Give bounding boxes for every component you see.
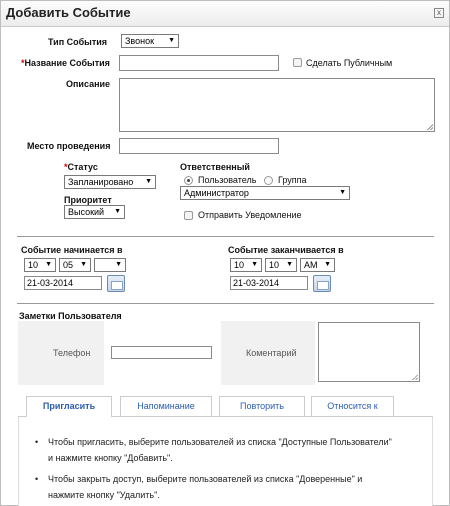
status-label	[64, 162, 98, 172]
description-label: Описание	[66, 79, 111, 89]
end-minute-value: 10	[269, 260, 280, 270]
public-label: Сделать Публичным	[306, 58, 393, 68]
notes-title: Заметки Пользователя	[19, 311, 122, 321]
tab-repeat[interactable]: Повторить	[219, 396, 305, 416]
calendar-icon[interactable]	[107, 275, 125, 292]
priority-select[interactable]	[64, 205, 125, 219]
required-mark: *	[21, 58, 25, 68]
chevron-down-icon: ▼	[114, 208, 121, 215]
status-label-text: Статус	[67, 162, 98, 172]
event-name-input[interactable]	[119, 55, 279, 71]
status-select[interactable]	[64, 175, 156, 189]
location-label: Место проведения	[27, 141, 111, 151]
responsible-label: Ответственный	[180, 162, 250, 172]
invite-instruction-1b: и нажмите кнопку "Добавить".	[48, 453, 173, 463]
start-date-input[interactable]: 21-03-2014	[24, 276, 102, 290]
notify-label: Отправить Уведомление	[198, 210, 302, 220]
public-checkbox[interactable]	[293, 58, 302, 67]
chevron-down-icon: ▼	[339, 189, 346, 196]
required-mark: *	[64, 162, 68, 172]
end-ampm-select[interactable]	[300, 258, 335, 272]
chevron-down-icon: ▼	[251, 261, 258, 268]
priority-label: Приоритет	[64, 195, 112, 205]
phone-label: Телефон	[53, 348, 91, 358]
chevron-down-icon: ▼	[145, 178, 152, 185]
end-ampm-value: AM	[304, 260, 318, 270]
radio-group[interactable]	[264, 176, 273, 185]
divider	[17, 303, 434, 304]
resize-grip-icon[interactable]	[412, 374, 418, 380]
divider	[17, 236, 434, 237]
status-value: Запланировано	[68, 177, 134, 187]
location-input[interactable]	[119, 138, 279, 154]
event-type-label: Тип События	[48, 37, 108, 47]
start-label: Событие начинается в	[21, 245, 123, 255]
invite-instruction-1a: Чтобы пригласить, выберите пользователей из списка "Доступные Пользователи"	[48, 437, 392, 447]
comment-textarea[interactable]	[318, 322, 420, 382]
start-hour-value: 10	[28, 260, 39, 270]
event-type-value: Звонок	[125, 36, 155, 46]
event-name-label-text: Название События	[24, 58, 110, 68]
tab-related[interactable]: Относится к	[311, 396, 394, 416]
invite-instruction-1	[48, 434, 428, 466]
chevron-down-icon: ▼	[115, 261, 122, 268]
responsible-select[interactable]	[180, 186, 350, 200]
dialog-titlebar	[1, 1, 449, 27]
responsible-value: Администратор	[184, 188, 249, 198]
priority-value: Высокий	[68, 207, 105, 217]
phone-input[interactable]	[111, 346, 212, 359]
chevron-down-icon: ▼	[324, 261, 331, 268]
end-hour-select[interactable]	[230, 258, 262, 272]
invite-instruction-2b: нажмите кнопку "Удалить".	[48, 490, 160, 500]
resize-grip-icon[interactable]	[427, 124, 433, 130]
end-minute-select[interactable]	[265, 258, 297, 272]
chevron-down-icon: ▼	[286, 261, 293, 268]
start-minute-select[interactable]	[59, 258, 91, 272]
start-minute-value: 05	[63, 260, 74, 270]
calendar-icon[interactable]	[313, 275, 331, 292]
tab-invite[interactable]: Пригласить	[26, 396, 112, 417]
invite-instruction-2a: Чтобы закрыть доступ, выберите пользователей из списка "Доверенные" и	[48, 474, 363, 484]
end-label: Событие заканчивается в	[228, 245, 344, 255]
start-ampm-select[interactable]	[94, 258, 126, 272]
radio-group-label: Группа	[278, 175, 307, 185]
notify-checkbox[interactable]	[184, 211, 193, 220]
invite-instruction-2	[48, 471, 428, 503]
tab-reminder[interactable]: Напоминание	[120, 396, 212, 416]
comment-label: Коментарий	[246, 348, 297, 358]
event-type-select[interactable]	[121, 34, 179, 48]
event-name-label	[21, 58, 110, 68]
radio-user[interactable]	[184, 176, 193, 185]
end-hour-value: 10	[234, 260, 245, 270]
end-date-input[interactable]: 21-03-2014	[230, 276, 308, 290]
start-hour-select[interactable]	[24, 258, 56, 272]
chevron-down-icon: ▼	[168, 37, 175, 44]
description-textarea[interactable]	[119, 78, 435, 132]
chevron-down-icon: ▼	[45, 261, 52, 268]
close-icon[interactable]: x	[434, 8, 444, 18]
dialog-title: Добавить Событие	[6, 5, 131, 20]
radio-user-label: Пользователь	[198, 175, 257, 185]
chevron-down-icon: ▼	[80, 261, 87, 268]
